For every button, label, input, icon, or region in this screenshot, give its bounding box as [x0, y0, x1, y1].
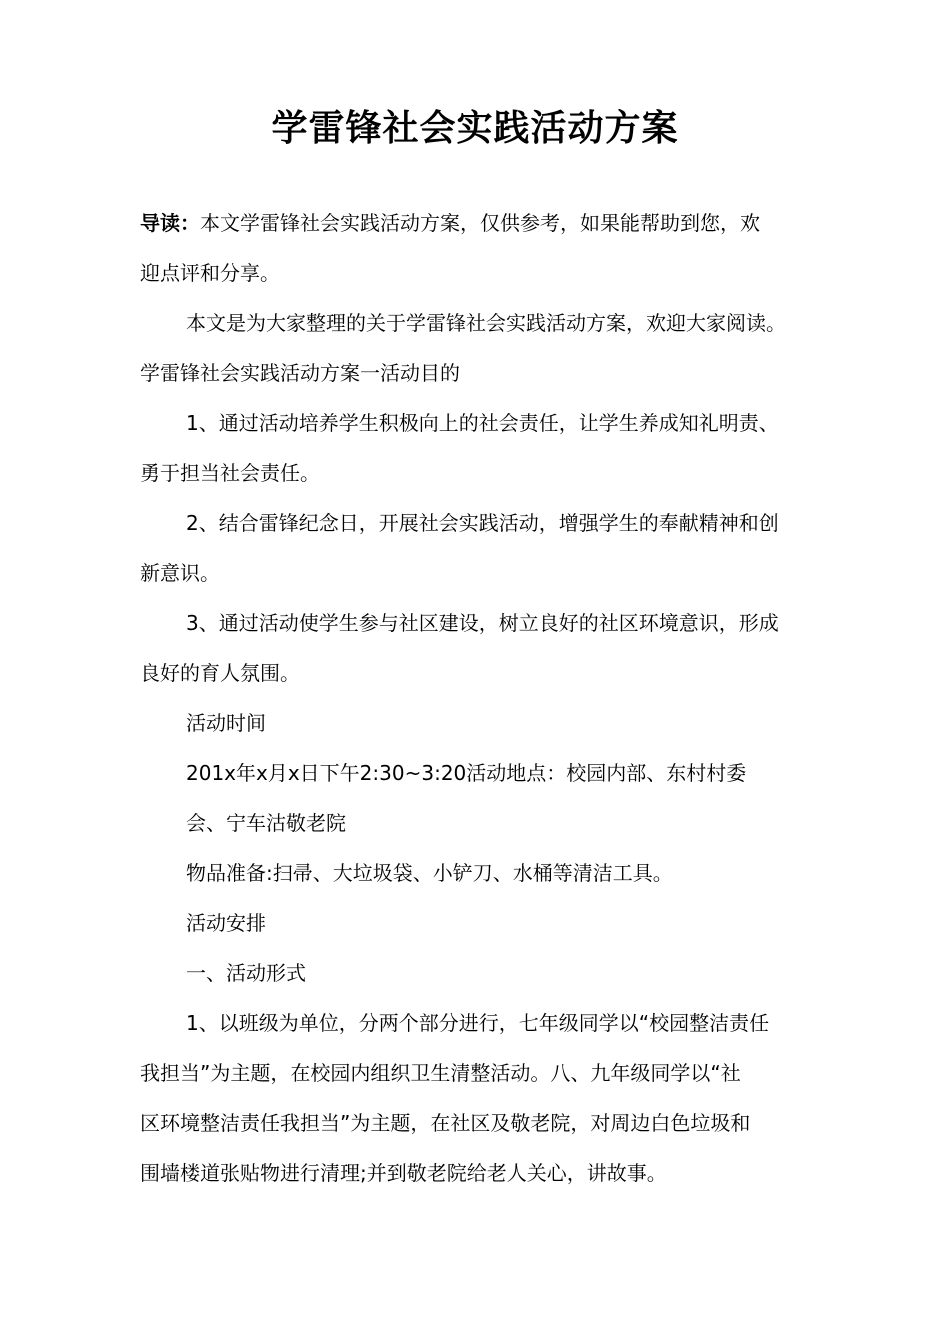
- section-heading: 一、活动形式: [186, 961, 306, 985]
- paragraph-line: 3、通过活动使学生参与社区建设，树立良好的社区环境意识，形成: [186, 611, 779, 635]
- document-body: [140, 198, 820, 1198]
- paragraph-line: 围墙楼道张贴物进行清理;并到敬老院给老人关心，讲故事。: [140, 1161, 667, 1185]
- paragraph-line: 区环境整洁责任我担当”为主题，在社区及敬老院，对周边白色垃圾和: [140, 1111, 751, 1135]
- intro-label: 导读：: [140, 211, 200, 235]
- intro-paragraph-line: [140, 198, 820, 248]
- paragraph-line: 我担当”为主题，在校园内组织卫生清整活动。八、九年级同学以“社: [140, 1061, 741, 1085]
- section-heading: 活动时间: [186, 711, 266, 735]
- paragraph-line: 新意识。: [140, 561, 220, 585]
- paragraph-line: 2、结合雷锋纪念日，开展社会实践活动，增强学生的奉献精神和创: [186, 511, 779, 535]
- paragraph-line: 本文是为大家整理的关于学雷锋社会实践活动方案，欢迎大家阅读。: [186, 311, 786, 335]
- paragraph-line: 物品准备:扫帚、大垃圾袋、小铲刀、水桶等清洁工具。: [186, 861, 673, 885]
- document-title: 学雷锋社会实践活动方案: [271, 108, 679, 149]
- paragraph-line: 1、以班级为单位，分两个部分进行，七年级同学以“校园整洁责任: [186, 1011, 770, 1035]
- section-heading: 活动安排: [186, 911, 266, 935]
- paragraph-line: 1、通过活动培养学生积极向上的社会责任，让学生养成知礼明责、: [186, 411, 779, 435]
- paragraph-line: 201x年x月x日下午2:30~3:20活动地点：校园内部、东村村委: [186, 761, 747, 785]
- paragraph-line: 会、宁车沽敬老院: [186, 811, 346, 835]
- intro-paragraph-line: 迎点评和分享。: [140, 261, 280, 285]
- section-heading: 学雷锋社会实践活动方案一活动目的: [140, 361, 460, 385]
- paragraph-line: 勇于担当社会责任。: [140, 461, 320, 485]
- intro-text: 本文学雷锋社会实践活动方案，仅供参考，如果能帮助到您，欢: [200, 211, 760, 235]
- paragraph-line: 良好的育人氛围。: [140, 661, 300, 685]
